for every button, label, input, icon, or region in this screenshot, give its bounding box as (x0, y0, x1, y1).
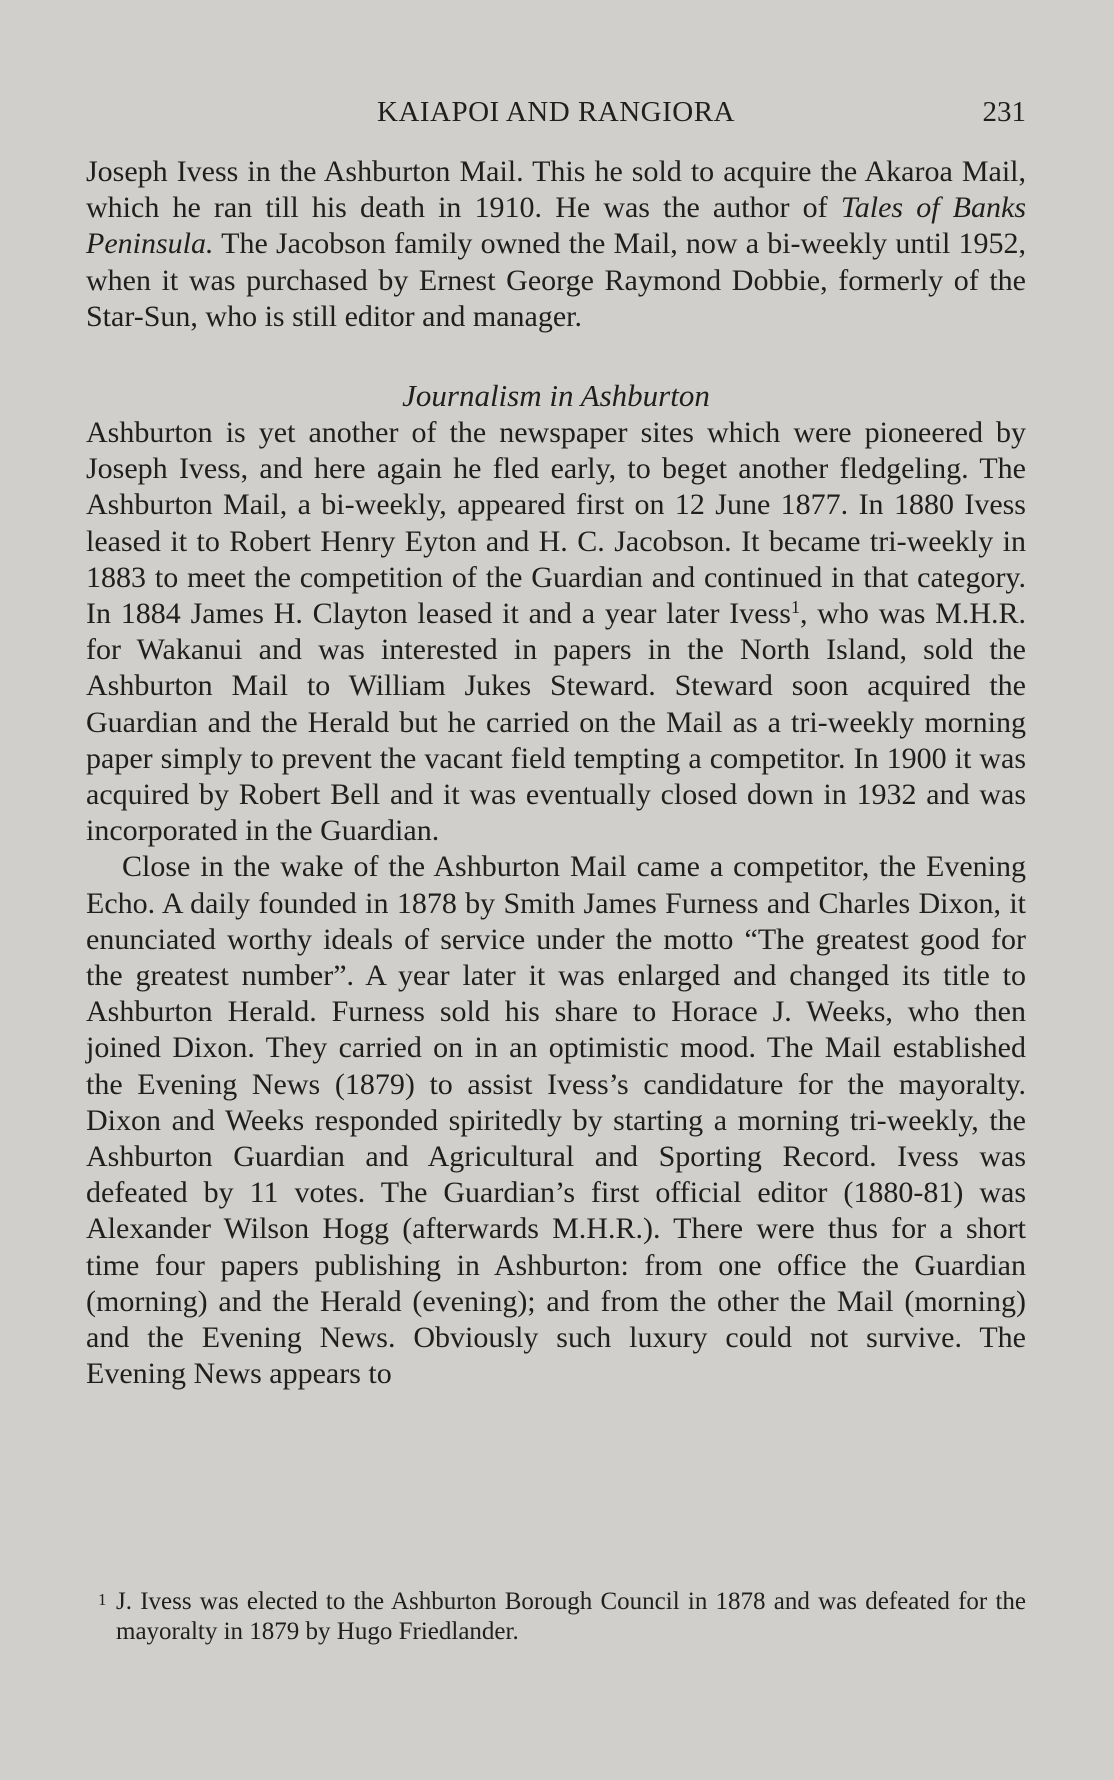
footnote-reference: 1 (790, 597, 800, 618)
running-title: KAIAPOI AND RANGIORA (377, 96, 735, 128)
section-heading: Journalism in Ashburton (402, 378, 710, 414)
running-head (86, 92, 1026, 132)
footnote (86, 1587, 1026, 1647)
section-gap (86, 335, 1026, 377)
paragraph-text: The Jacobson family owned the Mail, now a bi-weekly until 1952, when it was purchased by Ernest George Raymond Dobbie, formerly of the Star-Sun, who is still editor and manager. (86, 227, 1026, 333)
paragraph-ashburton (86, 415, 1026, 849)
paragraph-text: Ashburton is yet another of the newspaper sites which were pioneered by Joseph Ivess, and here again he fled early, to beget another fledgeling. The Ashburton Mail, a bi-weekly, appeared first on 12 June 1877. In 1880 Ivess leased it to Robert Henry Eyton and H. C. Jacobson. It became tri-weekly in 1883 to meet the competition of the Guardian and continued in that category. In 1884 James H. Clayton leased it and a year later Ivess (86, 416, 1026, 631)
paragraph-text: , who was M.H.R. for Wakanui and was interested in papers in the North Island, sold the Ashburton Mail to William Jukes Steward. Steward soon acquired the Guardian and the Herald but he carried on the Mail as a tri-weekly morning paper simply to prevent the vacant field tempting a competitor. In 1900 it was acquired by Robert Bell and it was eventually closed down in 1932 and was incorporated in the Guardian. (86, 597, 1027, 848)
footnote-mark: 1 (98, 1590, 107, 1609)
footnote-text: J. Ivess was elected to the Ashburton Borough Council in 1878 and was defeated for the mayoralty in 1879 by Hugo Friedlander. (116, 1588, 1026, 1645)
paragraph-text: Joseph Ivess in the Ashburton Mail. This he sold to acquire the Akaroa Mail, which he ran till his death in 1910. He was the author of (86, 155, 1026, 225)
body-text (86, 154, 1026, 1393)
paragraph-continuation (86, 154, 1026, 335)
book-title: Tales of Banks Peninsula. (86, 191, 1026, 261)
paragraph-evening-echo: Close in the wake of the Ashburton Mail came a competitor, the Evening Echo. A daily founded in 1878 by Smith James Furness and Charles Dixon, it enunciated worthy ideals of service under the motto “The greatest good for the greatest number”. A year later it was enlarged and changed its title to Ashburton Herald. Furness sold his share to Horace J. Weeks, who then joined Dixon. They carried on in an optimistic mood. The Mail established the Evening News (1879) to assist Ivess’s candidature for the mayoralty. Dixon and Weeks responded spiritedly by starting a morning tri-weekly, the Ashburton Guardian and Agricultural and Sporting Record. Ivess was defeated by 11 votes. The Guardian’s first official editor (1880-81) was Alexander Wilson Hogg (afterwards M.H.R.). There were thus for a short time four papers publishing in Ashburton: from one office the Guardian (morning) and the Herald (evening); and from the other the Mail (morning) and the Evening News. Obviously such luxury could not survive. The Evening News appears to (86, 850, 1026, 1391)
page-number: 231 (982, 96, 1026, 128)
